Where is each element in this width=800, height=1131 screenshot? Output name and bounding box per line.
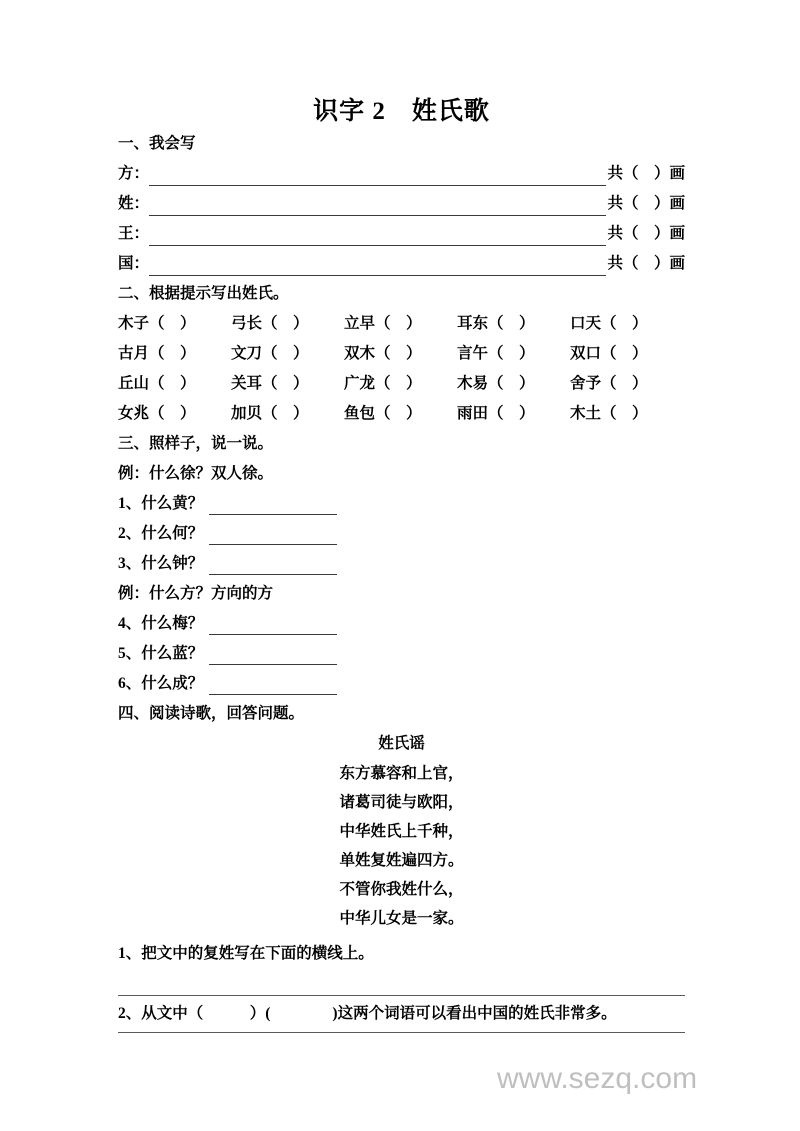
surname-cell[interactable]: 加贝（ ） bbox=[231, 405, 309, 422]
write-row-label: 姓： bbox=[118, 195, 150, 212]
qa-answer-blank[interactable] bbox=[209, 492, 337, 515]
write-row bbox=[118, 189, 685, 219]
qa-row bbox=[118, 609, 685, 639]
write-row-blank[interactable] bbox=[149, 193, 606, 216]
qa-question: 1、什么黄？ bbox=[118, 495, 204, 512]
surname-cell[interactable]: 木土（ ） bbox=[570, 405, 648, 422]
qa-answer-blank[interactable] bbox=[209, 642, 337, 665]
section-3-heading: 三、照样子，说一说。 bbox=[118, 435, 274, 452]
write-row bbox=[118, 219, 685, 249]
qa-row bbox=[118, 519, 685, 549]
surname-row bbox=[118, 309, 685, 339]
qa-row bbox=[118, 669, 685, 699]
write-row-blank[interactable] bbox=[149, 223, 606, 246]
write-row-label: 方： bbox=[118, 165, 150, 182]
surname-cell[interactable]: 广龙（ ） bbox=[344, 375, 422, 392]
qa-row bbox=[118, 489, 685, 519]
poem-line: 中华儿女是一家。 bbox=[339, 910, 464, 927]
surname-cell[interactable]: 雨田（ ） bbox=[457, 405, 535, 422]
qa-answer-blank[interactable] bbox=[209, 552, 337, 575]
surname-cell[interactable]: 女兆（ ） bbox=[118, 405, 196, 422]
qa-question: 6、什么成？ bbox=[118, 675, 204, 692]
qa-question: 4、什么梅？ bbox=[118, 615, 204, 632]
section-1-heading: 一、我会写 bbox=[118, 135, 196, 152]
section-3-example-2: 例：什么方？方向的方 bbox=[118, 585, 274, 602]
surname-cell[interactable]: 口天（ ） bbox=[570, 315, 648, 332]
section-1-write-rows bbox=[118, 159, 685, 279]
qa-row bbox=[118, 639, 685, 669]
surname-cell[interactable]: 木子（ ） bbox=[118, 315, 196, 332]
write-row-label: 王： bbox=[118, 225, 150, 242]
qa-answer-blank[interactable] bbox=[209, 522, 337, 545]
section-2-surname-grid bbox=[118, 309, 685, 429]
poem bbox=[118, 729, 685, 933]
poem-title: 姓氏谣 bbox=[378, 735, 425, 752]
qa-row bbox=[118, 549, 685, 579]
poem-line: 东方慕容和上官， bbox=[339, 765, 464, 782]
qa-answer-blank[interactable] bbox=[209, 612, 337, 635]
write-row bbox=[118, 159, 685, 189]
reading-question-1-answer-space[interactable] bbox=[118, 969, 685, 995]
write-row-stroke-count[interactable]: 共（ ）画 bbox=[607, 255, 685, 272]
surname-cell[interactable]: 双木（ ） bbox=[344, 345, 422, 362]
surname-cell[interactable]: 耳东（ ） bbox=[457, 315, 535, 332]
write-row bbox=[118, 249, 685, 279]
surname-cell[interactable]: 木易（ ） bbox=[457, 375, 535, 392]
surname-row bbox=[118, 369, 685, 399]
answer-rule-2[interactable] bbox=[118, 1032, 685, 1033]
page-title: 识字 2 姓氏歌 bbox=[313, 98, 490, 125]
surname-row bbox=[118, 399, 685, 429]
poem-line: 诸葛司徒与欧阳， bbox=[339, 794, 464, 811]
watermark: www.sezq.com bbox=[497, 1062, 698, 1095]
surname-cell[interactable]: 立早（ ） bbox=[344, 315, 422, 332]
document-content bbox=[118, 0, 685, 1033]
surname-cell[interactable]: 舍予（ ） bbox=[570, 375, 648, 392]
qa-question: 3、什么钟？ bbox=[118, 555, 204, 572]
qa-answer-blank[interactable] bbox=[209, 672, 337, 695]
surname-cell[interactable]: 弓长（ ） bbox=[231, 315, 309, 332]
write-row-stroke-count[interactable]: 共（ ）画 bbox=[607, 195, 685, 212]
surname-cell[interactable]: 古月（ ） bbox=[118, 345, 196, 362]
reading-question-2: 2、从文中（ ）( )这两个词语可以看出中国的姓氏非常多。 bbox=[118, 1005, 617, 1022]
poem-line: 单姓复姓遍四方。 bbox=[339, 852, 464, 869]
qa-question: 5、什么蓝？ bbox=[118, 645, 204, 662]
poem-line: 中华姓氏上千种， bbox=[339, 823, 464, 840]
surname-cell[interactable]: 双口（ ） bbox=[570, 345, 648, 362]
reading-question-1: 1、把文中的复姓写在下面的横线上。 bbox=[118, 945, 374, 962]
write-row-blank[interactable] bbox=[149, 163, 606, 186]
surname-row bbox=[118, 339, 685, 369]
section-2-heading: 二、根据提示写出姓氏。 bbox=[118, 285, 289, 302]
poem-line: 不管你我姓什么， bbox=[339, 881, 464, 898]
section-4-heading: 四、阅读诗歌，回答问题。 bbox=[118, 705, 305, 722]
write-row-stroke-count[interactable]: 共（ ）画 bbox=[607, 165, 685, 182]
surname-cell[interactable]: 鱼包（ ） bbox=[344, 405, 422, 422]
surname-cell[interactable]: 文刀（ ） bbox=[231, 345, 309, 362]
qa-question: 2、什么何？ bbox=[118, 525, 204, 542]
write-row-stroke-count[interactable]: 共（ ）画 bbox=[607, 225, 685, 242]
write-row-label: 国： bbox=[118, 255, 150, 272]
surname-cell[interactable]: 丘山（ ） bbox=[118, 375, 196, 392]
write-row-blank[interactable] bbox=[149, 253, 606, 276]
surname-cell[interactable]: 关耳（ ） bbox=[231, 375, 309, 392]
section-3-example-1: 例：什么徐？双人徐。 bbox=[118, 465, 274, 482]
surname-cell[interactable]: 言午（ ） bbox=[457, 345, 535, 362]
